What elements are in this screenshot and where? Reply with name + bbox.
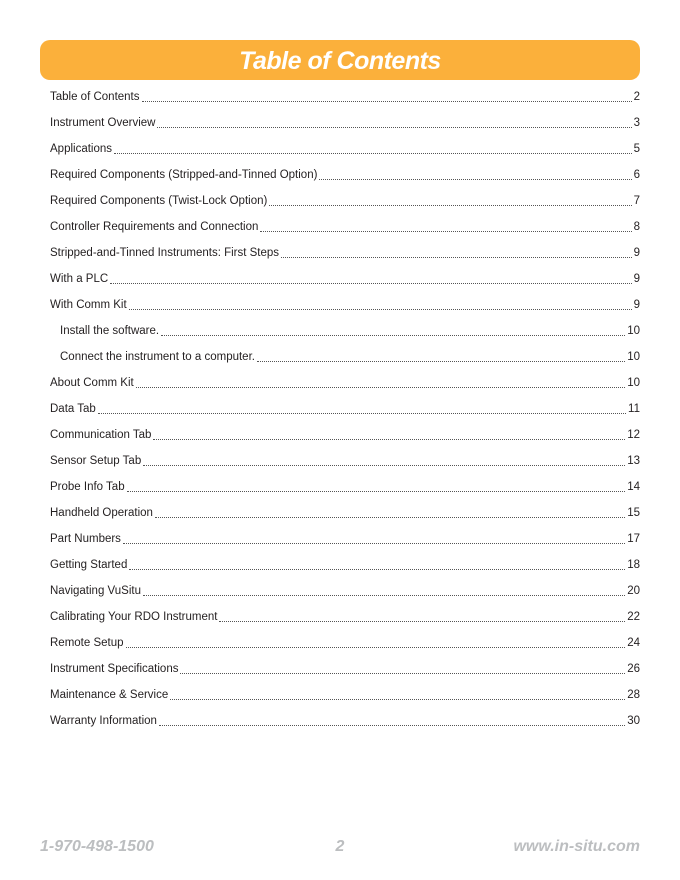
- toc-entry[interactable]: [50, 630, 640, 656]
- toc-entry-title: Navigating VuSitu: [50, 585, 141, 597]
- toc-entry[interactable]: [50, 396, 640, 422]
- toc-dot-leader: [153, 438, 625, 440]
- toc-entry[interactable]: [50, 344, 640, 370]
- toc-entry-page: 26: [627, 663, 640, 675]
- toc-dot-leader: [129, 568, 625, 570]
- toc-entry-title: Install the software.: [60, 325, 160, 337]
- toc-dot-leader: [260, 230, 631, 232]
- toc-dot-leader: [136, 386, 625, 388]
- toc-entry[interactable]: [50, 682, 640, 708]
- toc-entry-title: Calibrating Your RDO Instrument: [50, 611, 218, 623]
- toc-entry[interactable]: [50, 188, 640, 214]
- toc-entry-page: 12: [627, 429, 640, 441]
- toc-dot-leader: [143, 594, 625, 596]
- toc-entry-title: Applications: [50, 143, 113, 155]
- toc-dot-leader: [219, 620, 625, 622]
- toc-entry-page: 10: [627, 325, 640, 337]
- toc-entry[interactable]: [50, 370, 640, 396]
- toc-dot-leader: [142, 100, 632, 102]
- toc-dot-leader: [319, 178, 631, 180]
- toc-dot-leader: [127, 490, 626, 492]
- footer-phone: 1-970-498-1500: [40, 838, 154, 855]
- toc-dot-leader: [257, 360, 625, 362]
- toc-entry[interactable]: [50, 266, 640, 292]
- toc-entry-page: 18: [627, 559, 640, 571]
- toc-dot-leader: [129, 308, 632, 310]
- toc-entry[interactable]: [50, 84, 640, 110]
- toc-entry-title: Required Components (Stripped-and-Tinned Option): [50, 169, 318, 181]
- toc-entry-page: 3: [633, 117, 640, 129]
- toc-dot-leader: [170, 698, 625, 700]
- toc-dot-leader: [157, 126, 631, 128]
- footer-website-link[interactable]: www.in-situ.com: [513, 838, 640, 855]
- toc-entry-title: Connect the instrument to a computer.: [60, 351, 255, 363]
- toc-entry[interactable]: [50, 292, 640, 318]
- toc-dot-leader: [110, 282, 631, 284]
- toc-entry-page: 8: [633, 221, 640, 233]
- title-banner: [40, 40, 640, 80]
- toc-dot-leader: [159, 724, 625, 726]
- toc-dot-leader: [143, 464, 625, 466]
- toc-entry-page: 22: [627, 611, 640, 623]
- toc-entry-title: Maintenance & Service: [50, 689, 169, 701]
- toc-entry-title: Communication Tab: [50, 429, 152, 441]
- toc-dot-leader: [180, 672, 625, 674]
- toc-entry[interactable]: [50, 474, 640, 500]
- page-title: Table of Contents: [239, 46, 441, 75]
- toc-entry-page: 14: [627, 481, 640, 493]
- toc-entry-page: 11: [628, 403, 640, 415]
- toc-dot-leader: [161, 334, 625, 336]
- toc-dot-leader: [269, 204, 631, 206]
- toc-entry-title: Handheld Operation: [50, 507, 153, 519]
- toc-entry-title: With Comm Kit: [50, 299, 127, 311]
- toc-entry[interactable]: [50, 110, 640, 136]
- toc-entry-page: 10: [627, 377, 640, 389]
- toc-entry-page: 30: [627, 715, 640, 727]
- toc-entry[interactable]: [50, 214, 640, 240]
- toc-dot-leader: [98, 412, 626, 414]
- toc-entry-title: Instrument Specifications: [50, 663, 179, 675]
- toc-dot-leader: [155, 516, 625, 518]
- toc-entry[interactable]: [50, 656, 640, 682]
- footer-page-number: 2: [335, 838, 345, 855]
- toc-entry-title: With a PLC: [50, 273, 109, 285]
- toc-entry-title: Sensor Setup Tab: [50, 455, 142, 467]
- toc-entry-page: 9: [633, 247, 640, 259]
- toc-dot-leader: [126, 646, 626, 648]
- toc-entry[interactable]: [50, 578, 640, 604]
- toc-entry-title: Controller Requirements and Connection: [50, 221, 259, 233]
- toc-entry-title: Probe Info Tab: [50, 481, 125, 493]
- toc-entry[interactable]: [50, 136, 640, 162]
- toc-entry-title: Getting Started: [50, 559, 128, 571]
- page-footer: [40, 838, 640, 862]
- toc-entry-title: Instrument Overview: [50, 117, 156, 129]
- toc-dot-leader: [114, 152, 632, 154]
- toc-dot-leader: [281, 256, 632, 258]
- toc-entry-page: 10: [627, 351, 640, 363]
- toc-entry-page: 28: [627, 689, 640, 701]
- toc-dot-leader: [123, 542, 625, 544]
- toc-entry-title: Stripped-and-Tinned Instruments: First Steps: [50, 247, 280, 259]
- toc-entry-page: 17: [627, 533, 640, 545]
- table-of-contents: [50, 84, 640, 734]
- toc-entry-title: Part Numbers: [50, 533, 121, 545]
- toc-entry-page: 7: [633, 195, 640, 207]
- toc-entry[interactable]: [50, 604, 640, 630]
- toc-entry[interactable]: [50, 162, 640, 188]
- toc-entry-page: 2: [633, 91, 640, 103]
- toc-entry-page: 9: [633, 299, 640, 311]
- toc-entry[interactable]: [50, 552, 640, 578]
- toc-entry-page: 15: [627, 507, 640, 519]
- toc-entry-title: Required Components (Twist-Lock Option): [50, 195, 268, 207]
- toc-entry-page: 6: [633, 169, 640, 181]
- toc-entry[interactable]: [50, 422, 640, 448]
- toc-entry-title: About Comm Kit: [50, 377, 134, 389]
- toc-entry-page: 24: [627, 637, 640, 649]
- toc-entry-page: 20: [627, 585, 640, 597]
- toc-entry[interactable]: [50, 708, 640, 734]
- toc-entry[interactable]: [50, 240, 640, 266]
- toc-entry-page: 13: [627, 455, 640, 467]
- toc-entry-title: Remote Setup: [50, 637, 124, 649]
- toc-entry-page: 5: [633, 143, 640, 155]
- toc-entry-page: 9: [633, 273, 640, 285]
- toc-entry[interactable]: [50, 318, 640, 344]
- toc-entry-title: Data Tab: [50, 403, 96, 415]
- toc-entry-title: Table of Contents: [50, 91, 140, 103]
- toc-entry[interactable]: [50, 448, 640, 474]
- toc-entry[interactable]: [50, 500, 640, 526]
- toc-entry-title: Warranty Information: [50, 715, 157, 727]
- toc-entry[interactable]: [50, 526, 640, 552]
